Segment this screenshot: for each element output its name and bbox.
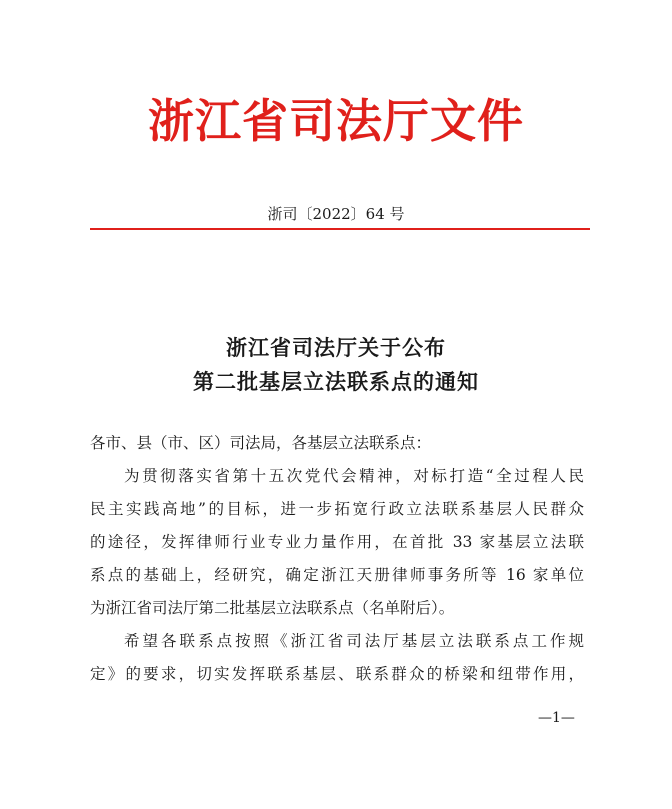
paragraph-line: 民主实践高地”的目标，进一步拓宽行政立法联系基层人民群众 [90, 500, 584, 518]
paragraph-line: 为浙江省司法厅第二批基层立法联系点（名单附后）。 [90, 599, 455, 617]
document-header-title: 浙江省司法厅文件 [148, 94, 524, 148]
paragraph-line: 定》的要求，切实发挥联系基层、联系群众的桥梁和纽带作用， [90, 665, 584, 683]
salutation: 各市、县（市、区）司法局，各基层立法联系点： [90, 434, 432, 452]
paragraph-line: 为贯彻落实省第十五次党代会精神，对标打造“全过程人民 [124, 467, 584, 485]
paragraph-line: 的途径，发挥律师行业专业力量作用，在首批 33 家基层立法联 [90, 533, 584, 551]
paragraph-line: 希望各联系点按照《浙江省司法厅基层立法联系点工作规 [124, 632, 584, 650]
notice-title-line-1: 浙江省司法厅关于公布 [226, 336, 446, 360]
header-red-rule [90, 228, 590, 230]
document-number: 浙司〔2022〕64 号 [267, 205, 405, 223]
notice-title-line-2: 第二批基层立法联系点的通知 [193, 370, 479, 394]
paragraph-line: 系点的基础上，经研究，确定浙江天册律师事务所等 16 家单位 [90, 566, 584, 584]
page-number: —1— [538, 710, 575, 726]
